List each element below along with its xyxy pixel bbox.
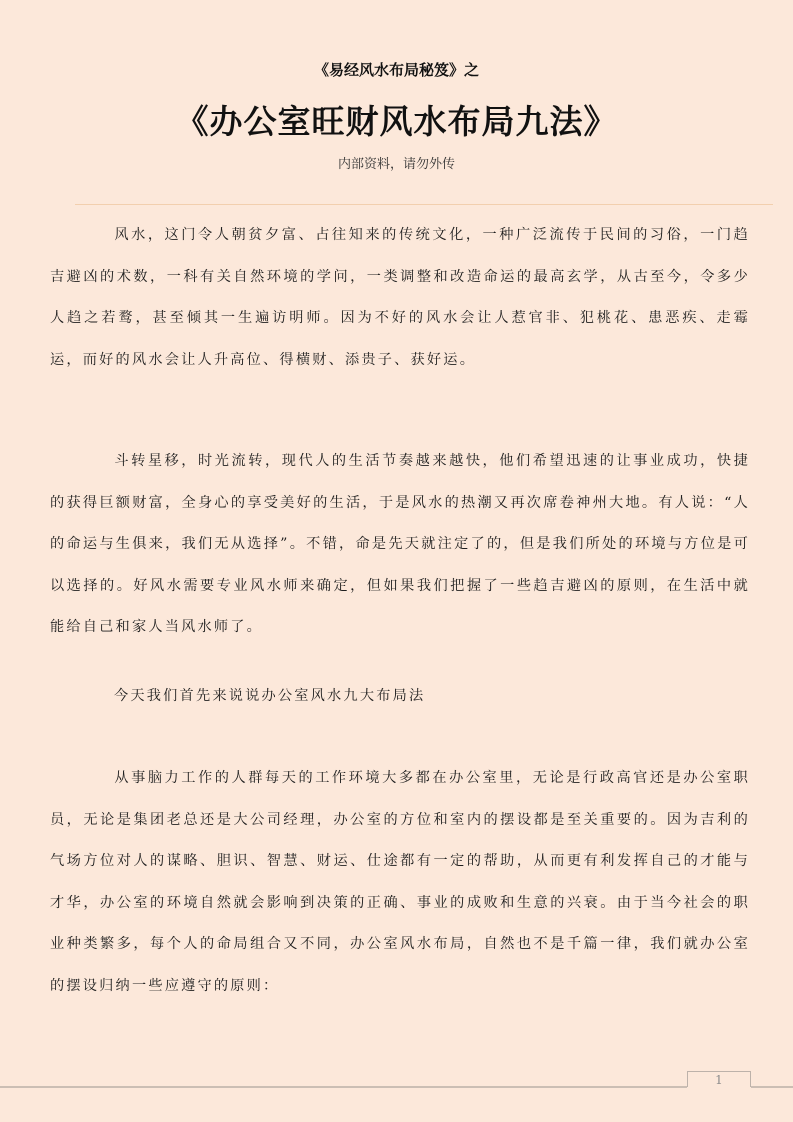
page-title: 《办公室旺财风水布局九法》: [175, 102, 618, 141]
paragraph-office-environment: [50, 758, 750, 1007]
confidential-notice: 内部资料，请勿外传: [337, 157, 455, 172]
series-title: 《易经风水布局秘笈》之: [313, 61, 479, 79]
paragraph-modern-life: [50, 441, 750, 649]
paragraph-intro: [50, 215, 750, 381]
page-number: 1: [715, 1073, 723, 1087]
paragraph-topic-intro: [50, 676, 750, 718]
paragraph-text: 斗转星移，时光流转，现代人的生活节奏越来越快，他们希望迅速的让事业成功，快捷的获得巨额财富，全身心的享受美好的生活，于是风水的热潮又再次席卷神州大地。有人说：“人的命运与生俱来，我们无从选择”。不错，命是先天就注定了的，但是我们所处的环境与方位是可以选择的。好风水需要专业风水师来确定，但如果我们把握了一些趋吉避凶的原则，在生活中就能给自己和家人当风水师了。: [50, 453, 750, 635]
footer-divider-right: [751, 1086, 793, 1088]
page-number-tab: [687, 1071, 751, 1087]
paragraph-text: 从事脑力工作的人群每天的工作环境大多都在办公室里，无论是行政高官还是办公室职员，无论是集团老总还是大公司经理，办公室的方位和室内的摆设都是至关重要的。因为吉利的气场方位对人的谋略、胆识、智慧、财运、仕途都有一定的帮助，从而更有利发挥自己的才能与才华，办公室的环境自然就会影响到决策的正确、事业的成败和生意的兴衰。由于当今社会的职业种类繁多，每个人的命局组合又不同，办公室风水布局，自然也不是千篇一律，我们就办公室的摆设归纳一些应遵守的原则：: [50, 770, 750, 994]
paragraph-text: 今天我们首先来说说办公室风水九大布局法: [114, 688, 426, 704]
footer-divider-left: [0, 1086, 687, 1088]
header-divider: [75, 204, 773, 205]
paragraph-text: 风水，这门令人朝贫夕富、占往知来的传统文化，一种广泛流传于民间的习俗，一门趋吉避凶的术数，一科有关自然环境的学问，一类调整和改造命运的最高玄学，从古至今，令多少人趋之若鹜，甚至倾其一生遍访明师。因为不好的风水会让人惹官非、犯桃花、患恶疾、走霉运，而好的风水会让人升高位、得横财、添贵子、获好运。: [50, 227, 750, 368]
